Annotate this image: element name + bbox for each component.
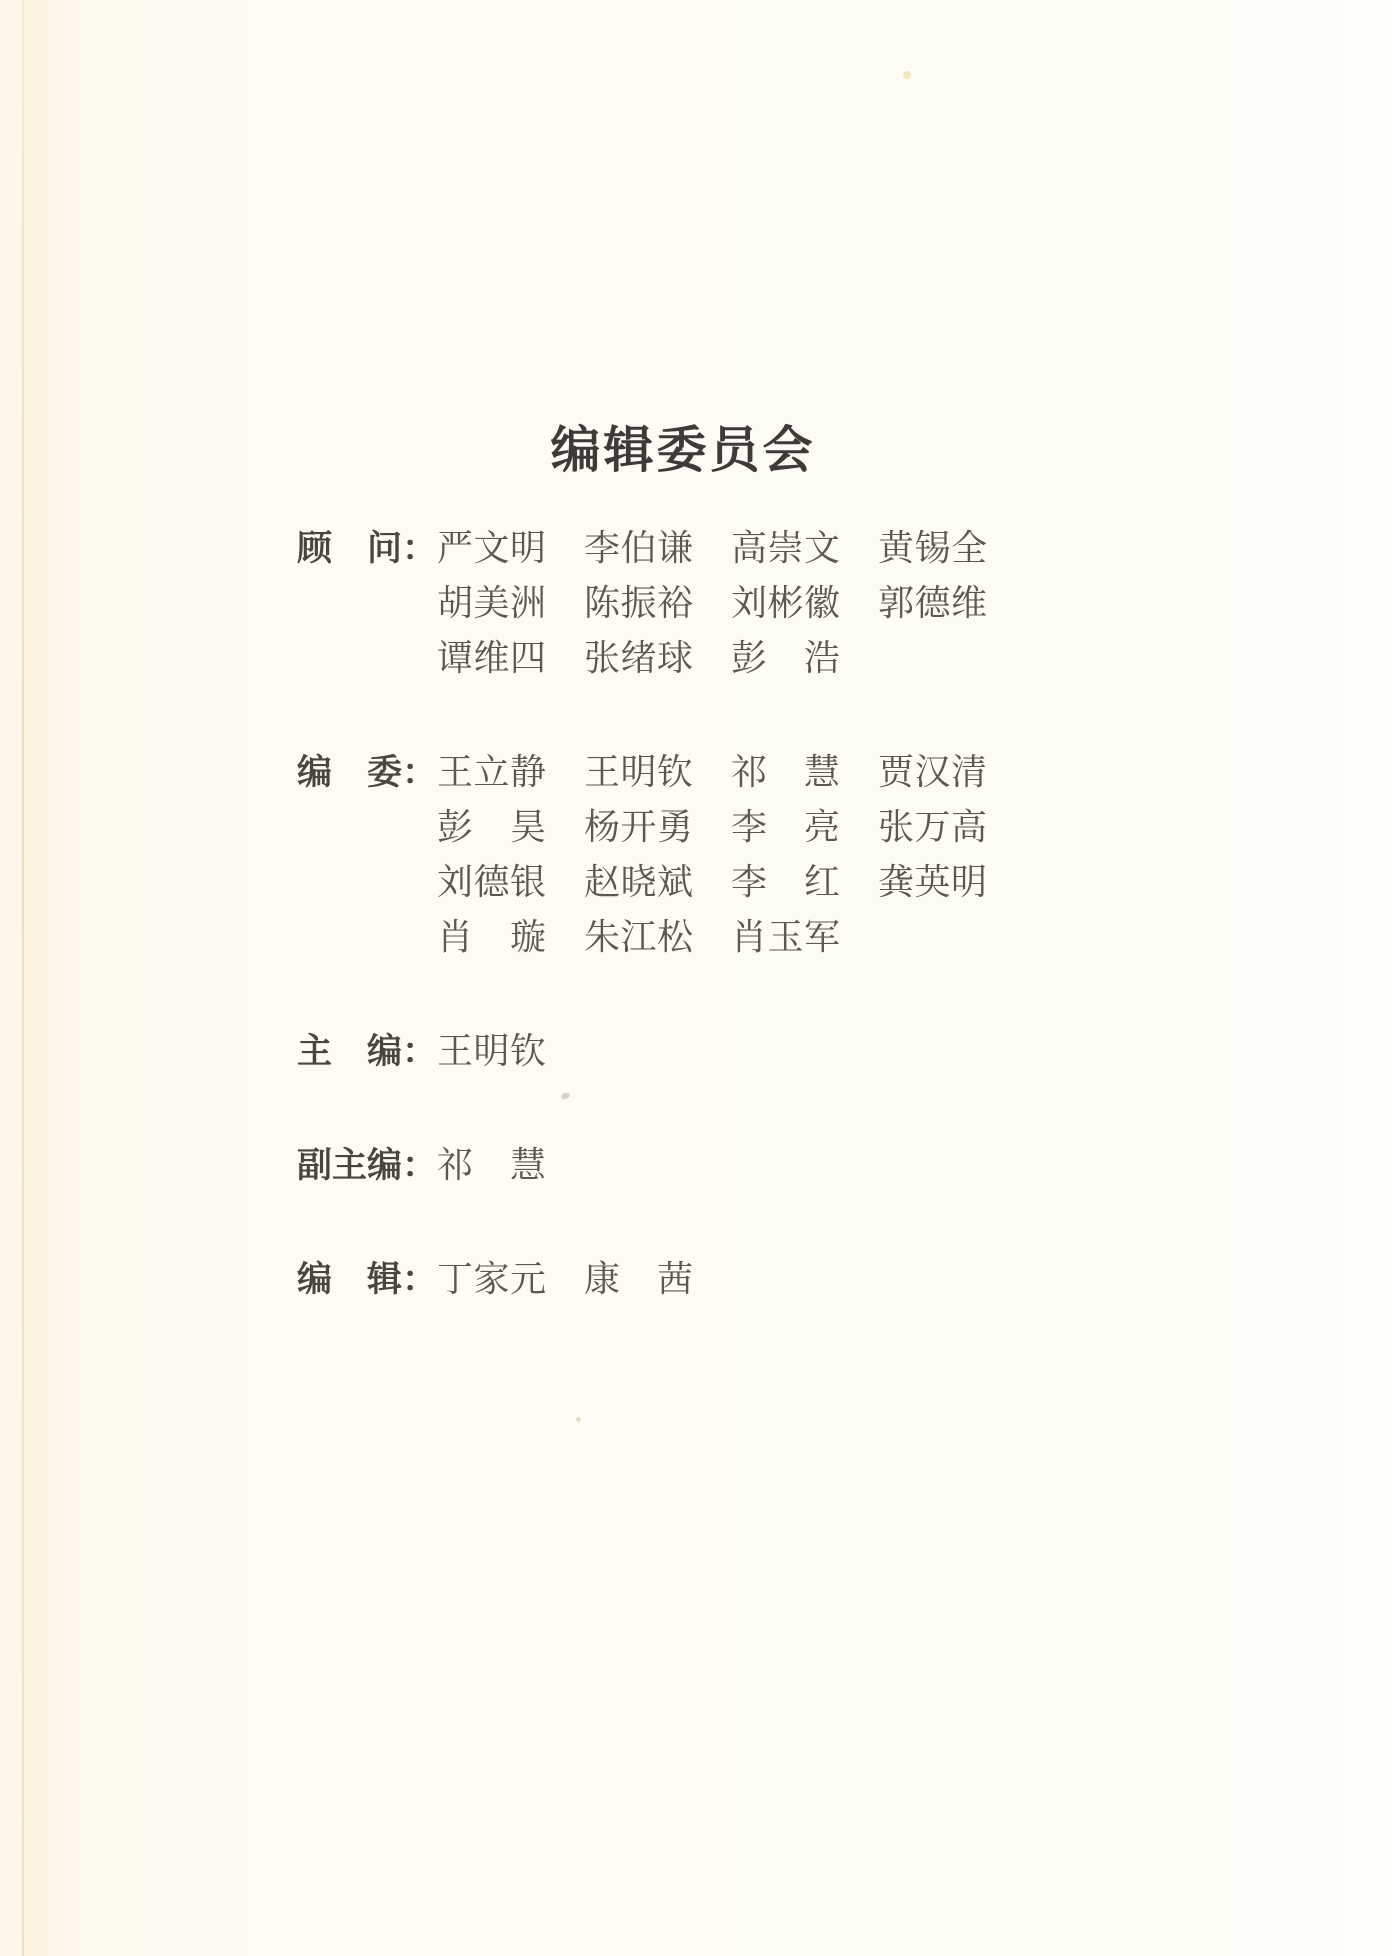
person-name: 张绪球 — [584, 638, 694, 678]
person-name: 龚英明 — [878, 862, 988, 902]
committee-section — [297, 521, 1117, 686]
name-row — [437, 1138, 1117, 1193]
name-row — [437, 576, 1117, 631]
section-rows — [437, 745, 1117, 965]
page-edge-shadow — [24, 0, 84, 1956]
person-name: 肖玉军 — [731, 917, 841, 957]
person-name: 张万高 — [878, 807, 988, 847]
committee-section — [297, 1138, 1117, 1193]
person-name: 肖 璇 — [437, 917, 547, 957]
person-name: 高崇文 — [731, 528, 841, 568]
person-name: 王明钦 — [437, 1031, 547, 1071]
page-title: 编辑委员会 — [550, 421, 816, 478]
person-name: 郭德维 — [878, 583, 988, 623]
person-name: 黄锡全 — [878, 528, 988, 568]
name-row — [437, 910, 1117, 965]
person-name: 李伯谦 — [584, 528, 694, 568]
name-row — [437, 1252, 1117, 1307]
person-name: 祁 慧 — [731, 752, 841, 792]
scan-speck — [576, 1417, 581, 1422]
person-name: 谭维四 — [437, 638, 547, 678]
person-name: 赵晓斌 — [584, 862, 694, 902]
scan-speck — [903, 71, 911, 79]
person-name: 祁 慧 — [437, 1145, 547, 1185]
person-name: 丁家元 — [437, 1259, 547, 1299]
section-rows — [437, 1252, 1117, 1307]
person-name: 陈振裕 — [584, 583, 694, 623]
person-name: 彭 昊 — [437, 807, 547, 847]
person-name: 彭 浩 — [731, 638, 841, 678]
person-name: 李 亮 — [731, 807, 841, 847]
person-name: 李 红 — [731, 862, 841, 902]
person-name: 贾汉清 — [878, 752, 988, 792]
name-row — [437, 521, 1117, 576]
section-label: 编 辑： — [297, 1260, 438, 1299]
section-label: 主 编： — [297, 1032, 438, 1071]
person-name: 康 茜 — [584, 1259, 694, 1299]
section-label: 副主编： — [297, 1146, 438, 1185]
person-name: 胡美洲 — [437, 583, 547, 623]
section-label: 顾 问： — [297, 529, 438, 568]
name-row — [437, 631, 1117, 686]
person-name: 朱江松 — [584, 917, 694, 957]
person-name: 王立静 — [437, 752, 547, 792]
committee-section — [297, 1024, 1117, 1079]
person-name: 刘彬徽 — [731, 583, 841, 623]
person-name: 严文明 — [437, 528, 547, 568]
committee-list — [297, 521, 1117, 1366]
section-rows — [437, 1138, 1117, 1193]
name-row — [437, 855, 1117, 910]
person-name: 刘德银 — [437, 862, 547, 902]
name-row — [437, 800, 1117, 855]
person-name: 王明钦 — [584, 752, 694, 792]
section-rows — [437, 521, 1117, 686]
committee-section — [297, 745, 1117, 965]
section-rows — [437, 1024, 1117, 1079]
name-row — [437, 1024, 1117, 1079]
name-row — [437, 745, 1117, 800]
section-label: 编 委： — [297, 753, 438, 792]
person-name: 杨开勇 — [584, 807, 694, 847]
committee-section — [297, 1252, 1117, 1307]
